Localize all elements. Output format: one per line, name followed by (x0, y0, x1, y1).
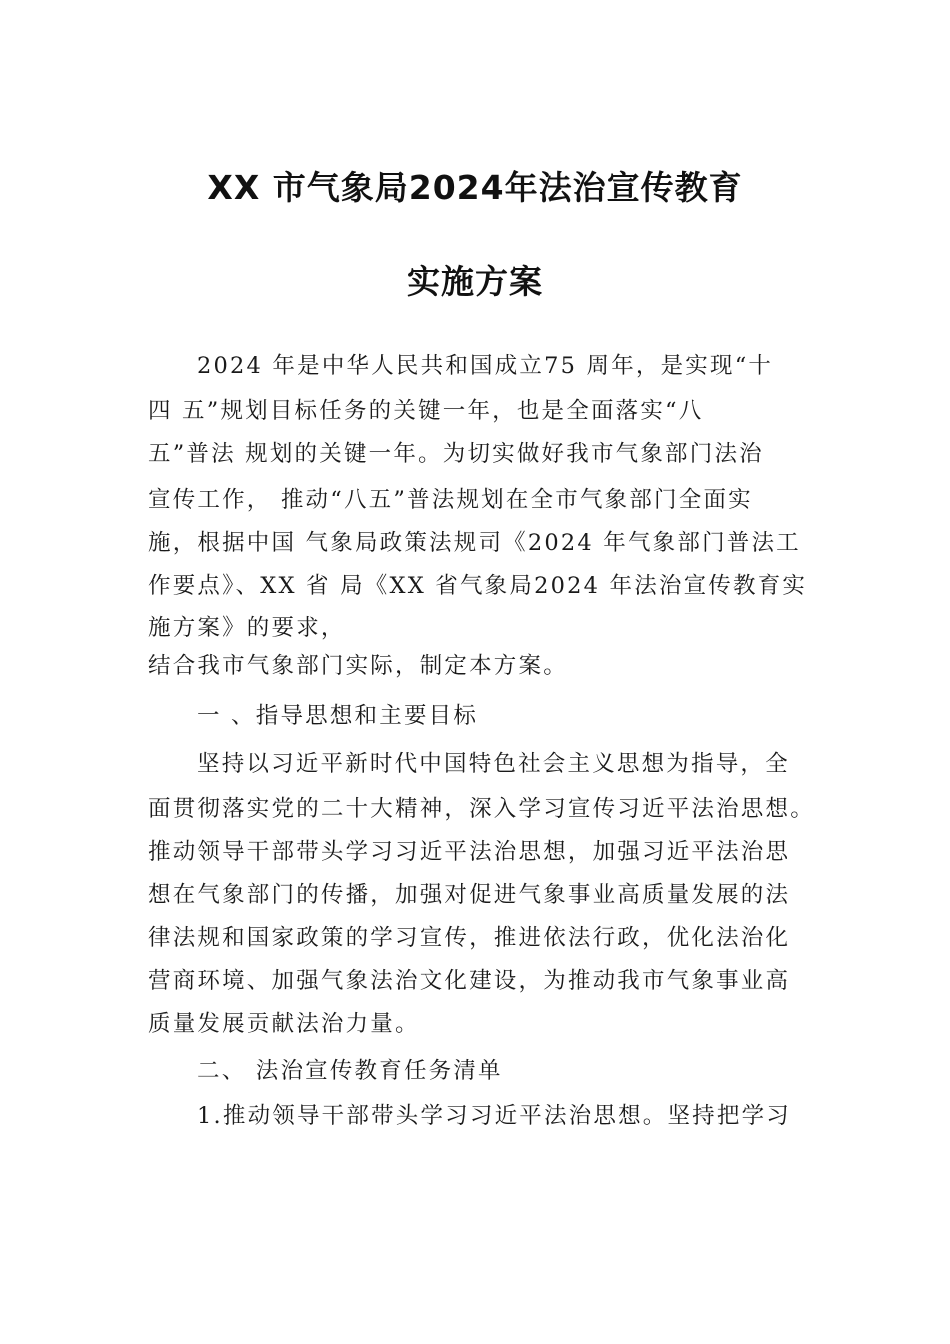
section-1-line-3: 推动领导干部带头学习习近平法治思想，加强习近平法治思 (148, 839, 791, 865)
section-1-line-7: 质量发展贡献法治力量。 (148, 1011, 420, 1037)
document-title-line-2: 实施方案 (407, 262, 543, 301)
section-2-line-1: 1.推动领导干部带头学习习近平法治思想。坚持把学习 (197, 1103, 791, 1129)
intro-line-4: 宣传工作， 推动“八五”普法规划在全市气象部门全面实 (148, 487, 753, 513)
intro-line-6: 作要点》、XX 省 局《XX 省气象局2024 年法治宣传教育实 (148, 573, 808, 599)
section-2-heading: 二、 法治宣传教育任务清单 (197, 1058, 503, 1084)
intro-line-2: 四 五”规划目标任务的关键一年，也是全面落实“八 (148, 398, 704, 424)
intro-line-5: 施，根据中国 气象局政策法规司《2024 年气象部门普法工 (148, 530, 801, 556)
section-1-line-1: 坚持以习近平新时代中国特色社会主义思想为指导，全 (197, 751, 790, 777)
section-1-line-6: 营商环境、加强气象法治文化建设，为推动我市气象事业高 (148, 968, 791, 994)
section-1-line-4: 想在气象部门的传播，加强对促进气象事业高质量发展的法 (148, 882, 791, 908)
intro-line-1: 2024 年是中华人民共和国成立75 周年，是实现“十 (197, 353, 774, 379)
intro-line-7: 施方案》的要求， (148, 615, 346, 641)
section-1-line-2: 面贯彻落实党的二十大精神，深入学习宣传习近平法治思想。 (148, 796, 815, 822)
section-1-heading: 一 、指导思想和主要目标 (197, 703, 479, 729)
document-title-line-1: XX 市气象局2024年法治宣传教育 (207, 168, 743, 207)
intro-line-8: 结合我市气象部门实际，制定本方案。 (148, 653, 568, 679)
intro-line-3: 五”普法 规划的关键一年。为切实做好我市气象部门法治 (148, 441, 764, 467)
section-1-line-5: 律法规和国家政策的学习宣传，推进依法行政，优化法治化 (148, 925, 791, 951)
